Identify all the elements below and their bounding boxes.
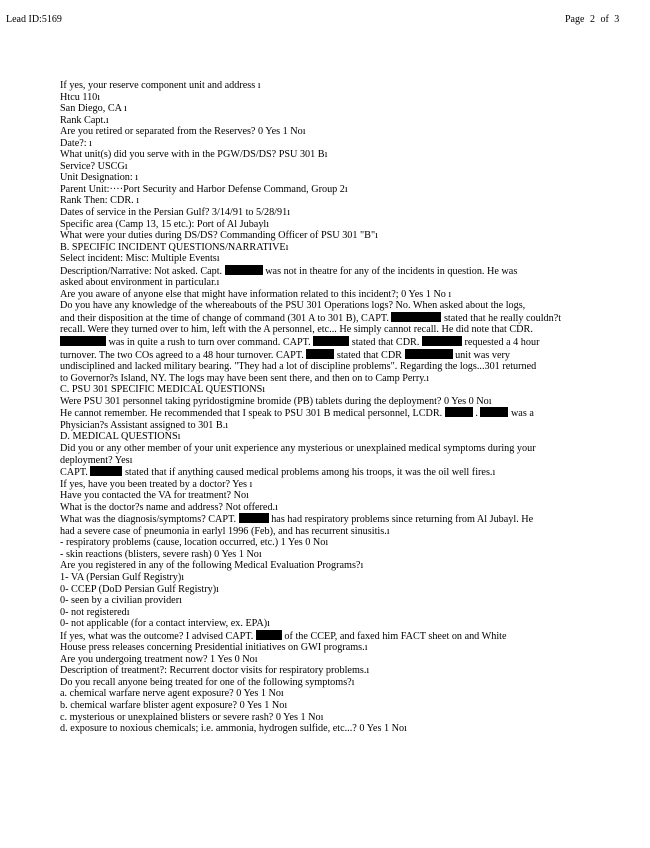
document-line: 0- seen by a civilian providerı bbox=[60, 595, 182, 607]
redaction-bar bbox=[422, 336, 462, 346]
document-line: C. PSU 301 SPECIFIC MEDICAL QUESTIONSı bbox=[60, 384, 266, 396]
document-line: recall. Were they turned over to him, left with the A personnel, etc... He simply cannot recall. He did note that CDR. bbox=[60, 324, 533, 336]
document-line: What were your duties during DS/DS? Commanding Officer of PSU 301 "B"ı bbox=[60, 230, 378, 242]
document-line: and their disposition at the time of change of command (301 A to 301 B), CAPT. stated that he really couldn?t bbox=[60, 312, 562, 324]
document-line: If yes, what was the outcome? I advised CAPT. of the CCEP, and faxed him FACT sheet on and White bbox=[60, 630, 507, 642]
document-line: He cannot remember. He recommended that I speak to PSU 301 B medical personnel, LCDR. . was a bbox=[60, 408, 534, 420]
document-line: b. chemical warfare blister agent exposure? 0 Yes 1 Noı bbox=[60, 699, 288, 711]
document-line: Are you registered in any of the following Medical Evaluation Programs?ı bbox=[60, 560, 364, 572]
document-line: What was the diagnosis/symptoms? CAPT. has had respiratory problems since returning from Al Jubayl. He bbox=[60, 514, 534, 526]
redaction-bar bbox=[60, 336, 106, 346]
redaction-bar bbox=[391, 312, 441, 322]
document-line: 0- not applicable (for a contact interview, ex. EPA)ı bbox=[60, 618, 270, 630]
redaction-bar bbox=[90, 466, 122, 476]
document-line: deployment? Yesı bbox=[60, 454, 133, 466]
redaction-bar bbox=[313, 336, 349, 346]
document-line: 0- CCEP (DoD Persian Gulf Registry)ı bbox=[60, 583, 219, 595]
document-line: c. mysterious or unexplained blisters or severe rash? 0 Yes 1 Noı bbox=[60, 711, 324, 723]
redaction-bar bbox=[306, 349, 334, 359]
document-line: undisciplined and lacked military bearing. "They had a lot of discipline problems". Regarding the logs...301 returned bbox=[60, 361, 537, 373]
document-line: Description/Narrative: Not asked. Capt. was not in theatre for any of the incidents in question. He was bbox=[60, 265, 518, 277]
document-line: Description of treatment?: Recurrent doctor visits for respiratory problems.ı bbox=[60, 665, 370, 677]
document-line: House press releases concerning Presidential initiatives on GWI programs.ı bbox=[60, 642, 368, 654]
document-line: San Diego, CA ı bbox=[60, 103, 127, 115]
document-line: turnover. The two COs agreed to a 48 hour turnover. CAPT. stated that CDR unit was very bbox=[60, 349, 510, 361]
document-line: Are you aware of anyone else that might have information related to this incident?; 0 Yes 1 No ı bbox=[60, 288, 452, 300]
document-body bbox=[60, 80, 626, 735]
document-line: asked about environment in particular.ı bbox=[60, 277, 220, 289]
redaction-bar bbox=[256, 630, 282, 640]
document-line: Specific area (Camp 13, 15 etc.): Port of Al Jubaylı bbox=[60, 218, 270, 230]
document-line: 0- not registeredı bbox=[60, 606, 130, 618]
document-line: Parent Unit:····Port Security and Harbor Defense Command, Group 2ı bbox=[60, 183, 348, 195]
document-line: Did you or any other member of your unit experience any mysterious or unexplained medical symptoms during your bbox=[60, 442, 536, 454]
document-line: Select incident: Misc: Multiple Eventsı bbox=[60, 253, 220, 265]
document-line: B. SPECIFIC INCIDENT QUESTIONS/NARRATIVEı bbox=[60, 241, 289, 253]
document-line: Are you retired or separated from the Reserves? 0 Yes 1 Noı bbox=[60, 126, 306, 138]
document-line: What is the doctor?s name and address? Not offered.ı bbox=[60, 501, 278, 513]
document-line: Rank Capt.ı bbox=[60, 114, 109, 126]
document-line: Htcu 110ı bbox=[60, 91, 101, 103]
document-line: Physician?s Assistant assigned to 301 B.ı bbox=[60, 419, 229, 431]
document-line: Rank Then: CDR. ı bbox=[60, 195, 140, 207]
redaction-bar bbox=[225, 265, 263, 275]
redaction-bar bbox=[239, 513, 269, 523]
document-line: - respiratory problems (cause, location occurred, etc.) 1 Yes 0 Noı bbox=[60, 537, 329, 549]
document-line: to Governor?s Island, NY. The logs may have been sent there, and then on to Camp Perry.ı bbox=[60, 372, 430, 384]
document-line: If yes, have you been treated by a doctor? Yes ı bbox=[60, 478, 253, 490]
document-line: - skin reactions (blisters, severe rash) 0 Yes 1 Noı bbox=[60, 548, 262, 560]
document-line: a. chemical warfare nerve agent exposure? 0 Yes 1 Noı bbox=[60, 688, 284, 700]
document-line: What unit(s) did you serve with in the PGW/DS/DS? PSU 301 Bı bbox=[60, 149, 328, 161]
document-line: D. MEDICAL QUESTIONSı bbox=[60, 431, 181, 443]
document-line: Have you contacted the VA for treatment? Noı bbox=[60, 490, 249, 502]
document-line: Unit Designation: ı bbox=[60, 172, 139, 184]
document-line: Do you recall anyone being treated for one of the following symptoms?ı bbox=[60, 676, 355, 688]
document-line: CAPT. stated that if anything caused medical problems among his troops, it was the oil well fires.ı bbox=[60, 467, 496, 479]
document-line: d. exposure to noxious chemicals; i.e. ammonia, hydrogen sulfide, etc...? 0 Yes 1 Noı bbox=[60, 723, 407, 735]
document-line: 1- VA (Persian Gulf Registry)ı bbox=[60, 571, 185, 583]
document-line: Are you undergoing treatment now? 1 Yes 0 Noı bbox=[60, 653, 258, 665]
document-line: Do you have any knowledge of the whereabouts of the PSU 301 Operations logs? No. When asked about the logs, bbox=[60, 300, 526, 312]
document-line: Dates of service in the Persian Gulf? 3/14/91 to 5/28/91ı bbox=[60, 207, 291, 219]
document-line: Were PSU 301 personnel taking pyridostigmine bromide (PB) tablets during the deployment? 0 Yes 0 Noı bbox=[60, 395, 492, 407]
document-line: Date?: ı bbox=[60, 137, 92, 149]
page-number: Page 2 of 3 bbox=[565, 14, 620, 25]
document-line: If yes, your reserve component unit and address ı bbox=[60, 80, 261, 91]
redaction-bar bbox=[445, 407, 473, 417]
redaction-bar bbox=[480, 407, 508, 417]
document-line: was in quite a rush to turn over command. CAPT. stated that CDR. requested a 4 hour bbox=[60, 336, 626, 349]
document-line: had a severe case of pneumonia in earlyl 1996 (Feb), and has recurrent sinusitis.ı bbox=[60, 525, 390, 537]
document-line: Service? USCGı bbox=[60, 160, 128, 172]
lead-id: Lead ID:5169 bbox=[6, 14, 62, 25]
redaction-bar bbox=[405, 349, 453, 359]
